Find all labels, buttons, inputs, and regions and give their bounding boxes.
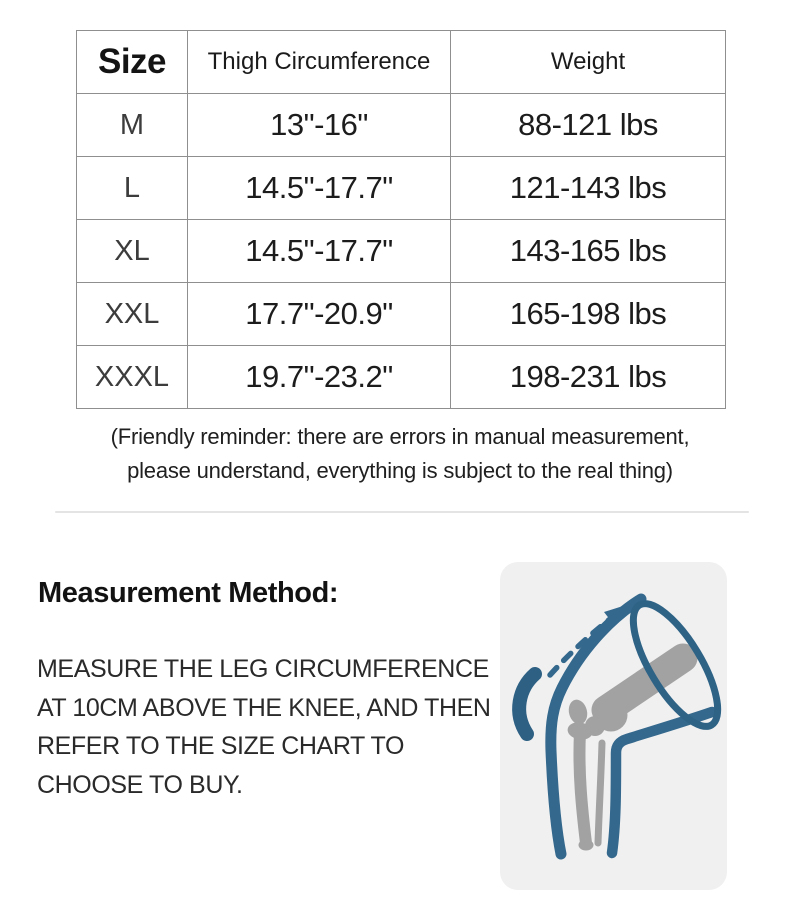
- instruction-line-3: REFER TO THE SIZE CHART TO: [37, 732, 405, 760]
- reminder-line-2: please understand, everything is subject to the real thing): [127, 458, 673, 483]
- cell-size: XL: [77, 220, 188, 283]
- cell-weight: 198-231 lbs: [451, 346, 726, 409]
- table-header-row: [77, 31, 726, 94]
- cell-thigh: 14.5"-17.7": [188, 220, 451, 283]
- knee-bones-icon: [566, 658, 683, 851]
- cell-size: XXXL: [77, 346, 188, 409]
- cell-thigh: 14.5"-17.7": [188, 157, 451, 220]
- cell-weight: 121-143 lbs: [451, 157, 726, 220]
- reminder-line-1: (Friendly reminder: there are errors in manual measurement,: [110, 424, 690, 449]
- cell-weight: 165-198 lbs: [451, 283, 726, 346]
- cell-weight: 143-165 lbs: [451, 220, 726, 283]
- instruction-line-4: CHOOSE TO BUY.: [37, 770, 243, 799]
- table-row: [77, 283, 726, 346]
- instruction-line-1: MEASURE THE LEG CIRCUMFERENCE: [37, 655, 489, 683]
- table-row: [77, 94, 726, 157]
- cell-size: L: [77, 157, 188, 220]
- leg-outline-back: [612, 712, 712, 853]
- cell-thigh: 17.7"-20.9": [188, 283, 451, 346]
- measurement-method-heading: Measurement Method:: [38, 577, 339, 609]
- knee-circumference-measurement-icon: [500, 562, 727, 890]
- tibia-bone: [579, 732, 586, 843]
- instruction-line-2: AT 10CM ABOVE THE KNEE, AND THEN: [37, 693, 491, 722]
- table-row: [77, 346, 726, 409]
- cell-size: XXL: [77, 283, 188, 346]
- friendly-reminder-note: [0, 420, 800, 488]
- table-row: [77, 157, 726, 220]
- measurement-illustration-card: [500, 562, 727, 890]
- cell-size: M: [77, 94, 188, 157]
- section-divider: [55, 511, 749, 513]
- header-weight: Weight: [451, 31, 726, 94]
- tibia-foot: [579, 840, 594, 851]
- header-size: Size: [77, 31, 188, 94]
- size-chart-table: [76, 30, 726, 409]
- cell-thigh: 13"-16": [188, 94, 451, 157]
- header-thigh: Thigh Circumference: [188, 31, 451, 94]
- cell-thigh: 19.7"-23.2": [188, 346, 451, 409]
- fibula-bone: [598, 743, 602, 843]
- table-row: [77, 220, 726, 283]
- knee-flex-crescent-icon: [519, 674, 535, 734]
- cell-weight: 88-121 lbs: [451, 94, 726, 157]
- measurement-method-instructions: [37, 650, 507, 804]
